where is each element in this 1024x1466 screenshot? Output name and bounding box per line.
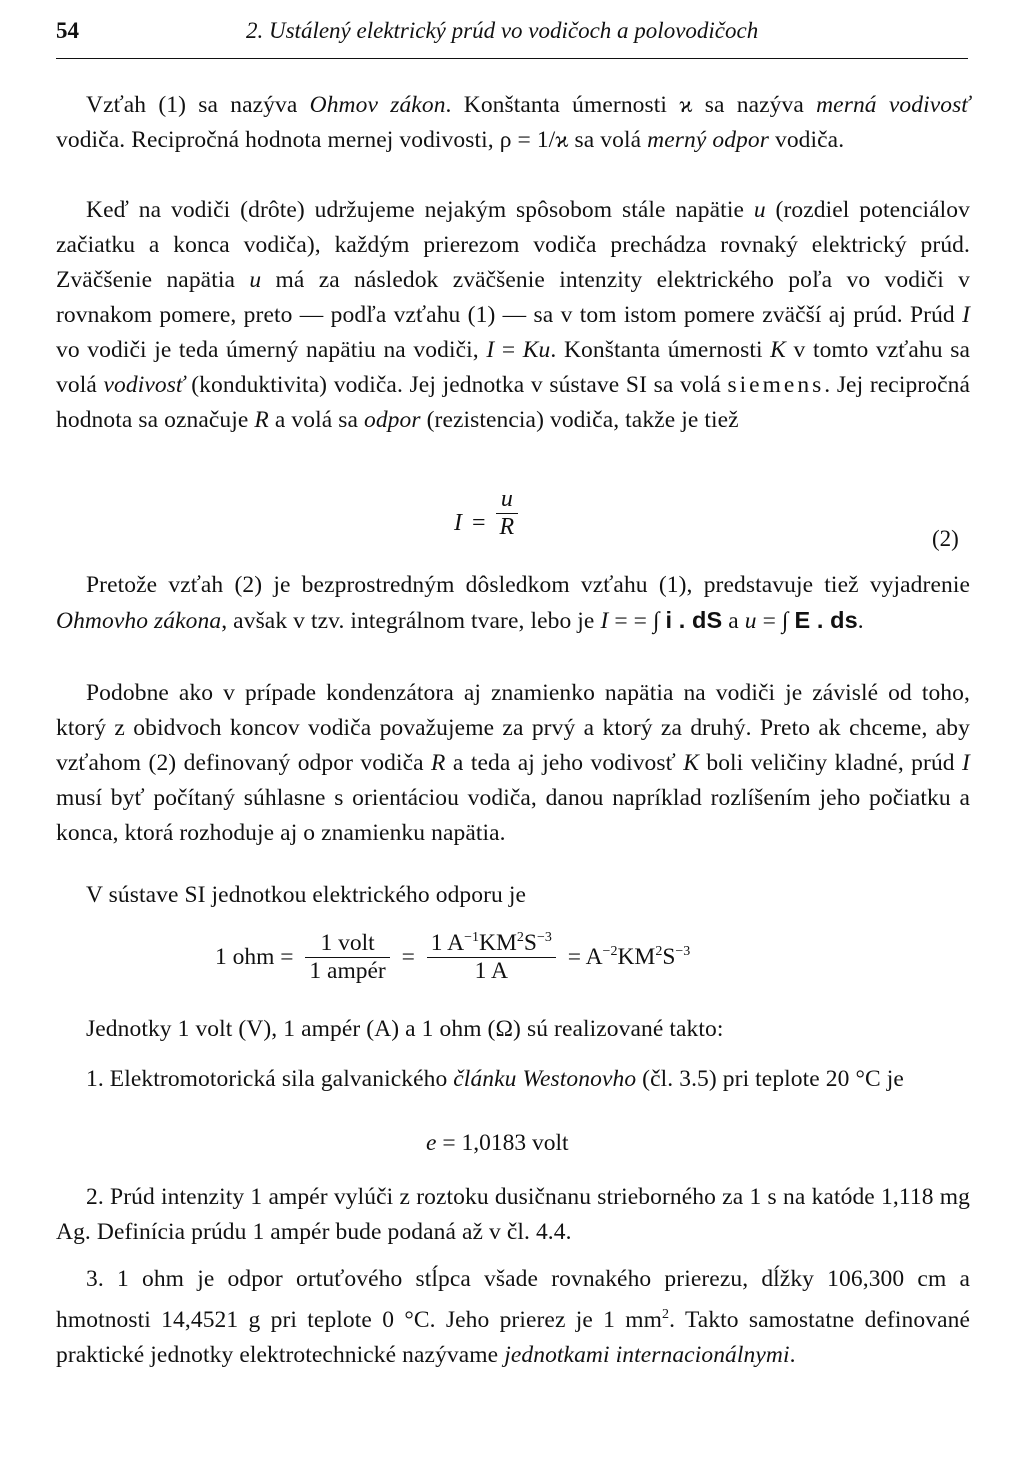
text: . Konštanta úmernosti ϰ sa nazýva [445, 92, 817, 118]
eq-numerator: 1 volt [320, 930, 375, 956]
text: 3. 1 ohm je odpor ortuťového stĺpca všade rovnakého prierezu, dĺžky 106,300 cm a hmotnosti 14,4521 g pri teplote 0 °C. Jeho prierez je 1 mm [56, 1266, 970, 1333]
text: boli veličiny kladné, prúd [698, 750, 963, 776]
text: . Takto samostatne definované praktické jednotky elektrotechnické nazývame [56, 1306, 970, 1368]
eq-numerator [427, 930, 556, 957]
text: v tomto vzťahu sa volá [56, 337, 970, 398]
text: (rozdiel potenciálov začiatku a konca vodiča), každým prierezom vodiča prechádza rovnaký elektrický prúd. Zväčšenie napätia [56, 197, 970, 293]
text: 1 A [430, 930, 465, 956]
eq-fraction-units [427, 930, 556, 985]
list-item-1 [56, 1062, 970, 1097]
exponent: −3 [675, 944, 691, 960]
text: vodiča. [769, 127, 845, 153]
equation-weston-emf [426, 1130, 569, 1157]
text: = [494, 337, 523, 363]
text: = A [567, 944, 603, 970]
term-conductance: vodivosť [103, 372, 185, 398]
header-rule [56, 58, 968, 59]
text: Podobne ako v prípade kondenzátora aj znamienko napätia na vodiči je závislé od toho, ktorý z obidvoch koncov vodiča považujeme za prvý a ktorý za druhý. Preto ak chceme, aby vzťahom (2) definovaný odpor vodiča [56, 680, 970, 776]
exponent: −3 [536, 930, 552, 946]
page-number: 54 [56, 18, 79, 43]
text: (konduktivita) vodiča. Jej jednotka v sústave SI sa volá [184, 372, 728, 398]
text: S [523, 930, 537, 956]
text: , avšak v tzv. integrálnom tvare, lebo je [221, 608, 601, 634]
paragraph-integral-form [56, 568, 970, 639]
text: má za následok zväčšenie intenzity elektrického poľa vo vodiči v rovnakom pomere, preto — podľa vzťahu (1) — sa v tom istom pomere zväčší aj prúd. Prúd [56, 267, 970, 328]
text: . [789, 1341, 796, 1368]
text: = 1,0183 volt [436, 1130, 569, 1156]
exponent: 2 [516, 930, 524, 946]
list-item-2: 2. Prúd intenzity 1 ampér vylúči z roztoku dusičnanu strieborného za 1 s na katóde 1,118 mg Ag. Definícia prúdu 1 ampér bude podaná až v čl. 4.4. [56, 1184, 970, 1245]
symbol: K [683, 750, 699, 776]
symbol: K [770, 337, 786, 363]
term-conductivity: merná vodivosť [816, 92, 970, 118]
text: KM [617, 944, 656, 970]
term-ohm-law: Ohmov zákon [309, 92, 446, 118]
eq-lhs: 1 ohm = [215, 944, 294, 970]
eq-fraction [496, 486, 519, 541]
paragraph-orientation [56, 676, 970, 851]
running-header [56, 18, 968, 50]
text: a [722, 608, 745, 634]
paragraph-si-unit: V sústave SI jednotkou elektrického odporu je [86, 882, 527, 908]
paragraph-ohm-law [56, 88, 970, 158]
symbol: R [254, 407, 269, 433]
paragraph-voltage [56, 193, 970, 438]
vector-expression: i . dS [665, 607, 723, 633]
term-international-units: jednotkami internacionálnymi [504, 1341, 790, 1368]
symbol: I [962, 750, 970, 776]
text: a teda aj jeho vodivosť [445, 750, 684, 776]
text: Keď na vodiči (drôte) udržujeme nejakým spôsobom stále napätie [86, 197, 754, 223]
chapter-title: 2. Ustálený elektrický prúd vo vodičoch a polovodičoch [246, 18, 759, 43]
eq-rhs [568, 944, 691, 971]
list-item-3 [56, 1262, 970, 1373]
eq-lhs: I [454, 510, 462, 537]
eq-equals: = [401, 944, 415, 970]
text: KM [479, 930, 517, 956]
equation-ohm-definition [215, 930, 690, 985]
exponent: −1 [464, 930, 479, 946]
eq-fraction-volt-ampere [305, 930, 389, 985]
eq-numerator: u [500, 486, 513, 512]
text: . Konštanta úmernosti [550, 337, 771, 363]
text: a volá sa [268, 407, 364, 433]
text: vo vodiči je teda úmerný napätiu na vodiči, [56, 337, 487, 363]
term-weston-cell: článku Westonovho [453, 1066, 637, 1092]
symbol: u [249, 267, 262, 293]
text: (čl. 3.5) pri teplote 20 °C je [636, 1066, 904, 1092]
symbol: u [744, 608, 757, 634]
eq-denominator: 1 A [427, 957, 556, 985]
symbol: I [962, 302, 970, 328]
exponent: 2 [655, 944, 663, 960]
term-resistivity: merný odpor [647, 127, 769, 153]
eq-denominator: 1 ampér [305, 957, 389, 985]
term-ohm-law: Ohmovho zákona [56, 608, 222, 634]
text: Vzťah (1) sa nazýva [86, 92, 310, 118]
symbol: e [426, 1130, 437, 1156]
exponent: 2 [662, 1307, 670, 1322]
eq-equals: = [472, 510, 486, 537]
text: = = ∫ [608, 608, 666, 634]
symbol: u [753, 197, 766, 223]
equation-number: (2) [932, 526, 959, 551]
text: . [857, 608, 864, 634]
text: vodiča. Recipročná hodnota mernej vodivosti, ρ = 1/ϰ sa volá [56, 127, 648, 153]
text: Pretože vzťah (2) je bezprostredným dôsledkom vzťahu (1), predstavuje tiež vyjadrenie [86, 572, 970, 598]
text: musí byť počítaný súhlasne s orientáciou vodiča, danou napríklad rozlíšením jeho počiatku a konca, ktorá rozhoduje aj o znamienku napätia. [56, 785, 970, 846]
exponent: −2 [602, 944, 618, 960]
symbol: I [486, 337, 495, 363]
text: 1. Elektromotorická sila galvanického [86, 1066, 454, 1092]
text: (rezistencia) vodiča, takže je tiež [420, 407, 739, 433]
term-siemens: siemens [727, 372, 825, 398]
text: . Jej recipročná hodnota sa označuje [56, 372, 970, 433]
text: = ∫ [756, 608, 795, 634]
symbol: R [431, 750, 446, 776]
symbol: I [600, 608, 609, 634]
equation-2 [0, 486, 1024, 562]
text: S [662, 944, 676, 970]
symbol: Ku [522, 337, 551, 363]
term-resistance: odpor [363, 407, 421, 433]
vector-expression: E . ds [794, 607, 858, 633]
paragraph-units-realized: Jednotky 1 volt (V), 1 ampér (A) a 1 ohm (Ω) sú realizované takto: [86, 1016, 724, 1042]
eq-denominator: R [496, 513, 519, 541]
